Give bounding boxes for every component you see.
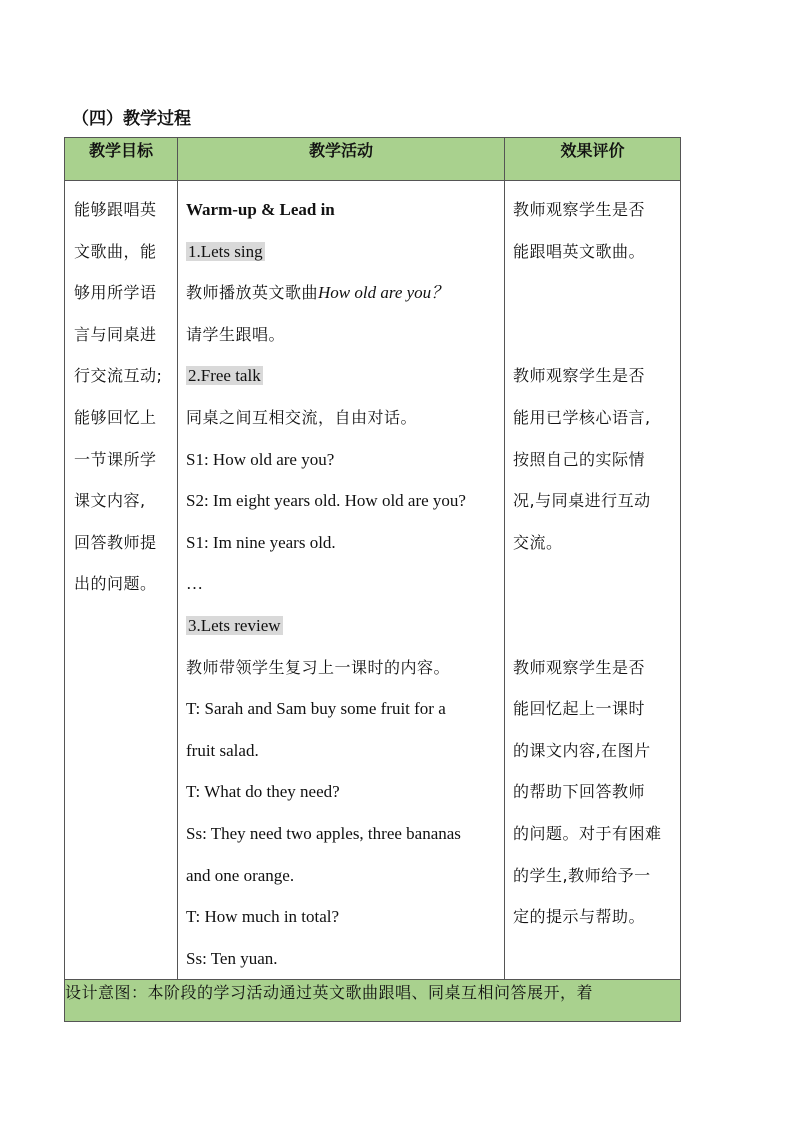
step3-label: 3.Lets review (188, 615, 281, 635)
dialog-line: T: What do they need? (186, 782, 340, 802)
design-intent: 设计意图：本阶段的学习活动通过英文歌曲跟唱、同桌互相问答展开，着 (65, 980, 681, 1022)
evaluation-line: 教师观察学生是否 (513, 657, 646, 677)
dialog-line: T: How much in total? (186, 907, 340, 927)
evaluation-line: 教师观察学生是否 (513, 200, 646, 219)
header-evaluation: 效果评价 (505, 138, 681, 181)
evaluation-line: 况,与同桌进行互动 (513, 491, 651, 511)
objective-line: 言与同桌进 (74, 324, 157, 344)
evaluation-line: 的帮助下回答教师 (513, 782, 646, 802)
step3-text: 教师带领学生复习上一课时的内容。 (186, 657, 451, 677)
evaluation-line: 能回忆起上一课时 (513, 699, 646, 719)
dialog-line: T: Sarah and Sam buy some fruit for a (186, 699, 446, 719)
objective-line: 够用所学语 (74, 283, 157, 303)
evaluation-line: 能用已学核心语言, (513, 407, 651, 427)
dialog-line: S1: How old are you? (186, 449, 335, 469)
evaluation-line: 教师观察学生是否 (513, 366, 646, 386)
evaluation-cell (505, 181, 681, 980)
evaluation-line: 的学生,教师给予一 (513, 865, 651, 885)
step1-text2: 请学生跟唱。 (186, 324, 286, 344)
evaluation-line: 按照自己的实际情 (513, 449, 646, 469)
evaluation-line: 定的提示与帮助。 (513, 907, 646, 927)
dialog-line: … (186, 574, 203, 594)
teaching-process-table (64, 137, 681, 1022)
objective-line: 能够跟唱英 (74, 200, 157, 219)
step1-text: 教师播放英文歌曲 (186, 283, 319, 303)
objective-line: 回答教师提 (74, 532, 157, 552)
step2-text: 同桌之间互相交流，自由对话。 (186, 407, 418, 427)
dialog-line: S2: Im eight years old. How old are you? (186, 491, 466, 511)
step1-label: 1.Lets sing (188, 241, 263, 261)
evaluation-line: 的问题。对于有困难 (513, 823, 662, 843)
objective-line: 一节课所学 (74, 449, 157, 469)
dialog-line: Ss: They need two apples, three bananas (186, 823, 461, 843)
dialog-line: Ss: Ten yuan. (186, 948, 278, 968)
objectives-cell (65, 181, 178, 980)
evaluation-line: 能跟唱英文歌曲。 (513, 241, 646, 261)
step2-label: 2.Free talk (188, 366, 261, 386)
dialog-line: and one orange. (186, 865, 295, 885)
objective-line: 能够回忆上 (74, 407, 157, 427)
dialog-line: fruit salad. (186, 740, 259, 760)
dialog-line: S1: Im nine years old. (186, 532, 336, 552)
evaluation-line: 的课文内容,在图片 (513, 740, 651, 760)
table-header-row (65, 138, 681, 181)
evaluation-line: 交流。 (513, 532, 563, 552)
objective-line: 文歌曲，能 (74, 241, 157, 261)
header-objectives: 教学目标 (65, 138, 178, 181)
objective-line: 行交流互动; (74, 366, 163, 386)
header-activities: 教学活动 (178, 138, 505, 181)
objective-line: 出的问题。 (74, 574, 157, 594)
design-intent-row (65, 980, 681, 1022)
song-title: How old are you？ (318, 283, 449, 303)
objective-line: 课文内容, (74, 491, 146, 511)
section-heading: （四）教学过程 (72, 109, 191, 129)
table-body-row (65, 181, 681, 980)
activity-title: Warm-up & Lead in (186, 200, 335, 219)
activities-cell (178, 181, 505, 980)
